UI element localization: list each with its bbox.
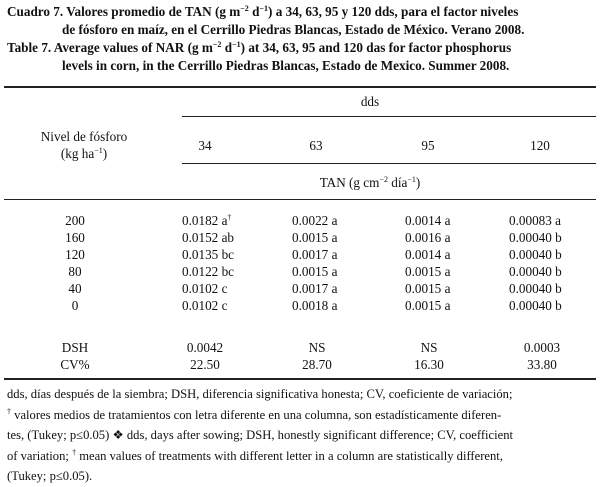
stats-label: DSH [61,340,89,355]
value-cell: 0.0182 a† [182,213,232,228]
caption-es-line1: Cuadro 7. Valores promedio de TAN (g $m^{-2}$ $d^{-1}$) a 34, 63, 95 y 120 dds, para el factor niveles [7,4,519,19]
value-cell: 0.0015 a [292,230,338,245]
caption-es-line2: de fósforo en maíz, en el Cerrillo Piedras Blancas, Estado de México. Verano 2008. [62,22,525,37]
column-header-120: 120 [530,138,550,153]
value-cell: 0.0135 bc [182,247,235,262]
row-header-line1: Nivel de fósforo [40,129,128,144]
group-header-rule [182,116,596,117]
column-header-rule [182,163,596,164]
unit-rule [4,199,596,200]
footnote-line: of variation; † mean values of treatments with different letter in a column are statistically different, [7,447,503,463]
stats-value: 28.70 [302,357,332,372]
unit-label: TAN (g $cm^{-2}$ día$^{-1}$) [319,175,421,190]
value-cell: 0.00083 a [509,213,562,228]
value-cell: 0.0017 a [292,281,338,296]
value-cell: 0.00040 b [509,264,562,279]
value-cell: 0.0016 a [405,230,451,245]
value-cell: 0.0014 a [405,213,451,228]
level-cell: 120 [65,247,85,262]
footnote-line: (Tukey; p≤0.05). [7,469,93,483]
stats-value: 33.80 [527,357,557,372]
value-cell: 0.0018 a [292,298,338,313]
stats-value: 22.50 [190,357,220,372]
caption-en-line2: levels in corn, in the Cerrillo Piedras Blancas, Estado de Mexico. Summer 2008. [62,58,510,73]
value-cell: 0.00040 b [509,230,562,245]
footnote [7,384,597,487]
footnote-line: † valores medios de tratamientos con letra diferente en una columna, son estadísticamente diferen- [7,406,502,422]
level-cell: 80 [68,264,82,279]
value-cell: 0.0014 a [405,247,451,262]
level-cell: 0 [71,298,79,313]
column-header-63: 63 [309,138,323,153]
footnote-line: dds, días después de la siembra; DSH, diferencia significativa honesta; CV, coeficiente de variación; [7,387,513,401]
value-cell: 0.0102 c [182,298,228,313]
stats-label: CV% [60,357,90,372]
value-cell: 0.00040 b [509,281,562,296]
value-cell: 0.0022 a [292,213,338,228]
value-cell: 0.0102 c [182,281,228,296]
stats-value: 0.0042 [186,340,224,355]
stats-value: NS [308,340,326,355]
level-cell: 40 [68,281,82,296]
stats-value: 16.30 [414,357,444,372]
value-cell: 0.0152 ab [182,230,235,245]
table-top-rule [4,86,596,88]
stats-value: NS [420,340,438,355]
column-header-34: 34 [198,138,212,153]
value-cell: 0.00040 b [509,247,562,262]
group-header-dds: dds [360,94,380,109]
value-cell: 0.00040 b [509,298,562,313]
value-cell: 0.0015 a [405,264,451,279]
value-cell: 0.0015 a [292,264,338,279]
caption-en-line1: Table 7. Average values of NAR (g $m^{-2}$ $d^{-1}$) at 34, 63, 95 and 120 das for factor phosphorus [7,40,512,55]
value-cell: 0.0122 bc [182,264,235,279]
level-cell: 160 [65,230,85,245]
row-header-line2: (kg $ha^{-1}$) [60,146,108,161]
value-cell: 0.0015 a [405,281,451,296]
value-cell: 0.0015 a [405,298,451,313]
table-bottom-rule [4,378,596,380]
value-cell: 0.0017 a [292,247,338,262]
column-header-95: 95 [421,138,435,153]
footnote-line: tes, (Tukey; p≤0.05) ❖ dds, days after sowing; DSH, honestly significant difference; CV, coefficient [7,428,514,442]
level-cell: 200 [65,213,85,228]
stats-value: 0.0003 [523,340,561,355]
